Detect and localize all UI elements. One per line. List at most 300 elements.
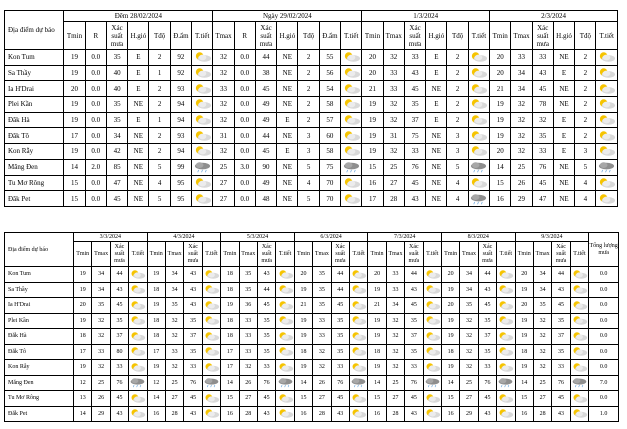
cloud-rain-icon (203, 377, 220, 388)
table-cell: 43 (532, 65, 553, 81)
table-cell: 32 (213, 144, 234, 160)
table-cell: 25 (213, 159, 234, 175)
date-header: 9/3/2024 (515, 233, 589, 242)
table-cell: 27 (533, 391, 551, 407)
table-cell: 43 (405, 282, 423, 298)
sun-cloud-icon (350, 362, 367, 373)
table-cell: 2 (447, 65, 468, 81)
weather-cell (423, 344, 441, 360)
location-name: Đăk Hà (5, 329, 74, 345)
weather-cell (596, 112, 618, 128)
weather-cell (423, 406, 441, 422)
table-cell: 47 (532, 191, 553, 207)
date-header: 1/3/2024 (362, 11, 490, 22)
column-header: R (85, 22, 106, 50)
weather-cell (276, 344, 294, 360)
table-cell: 27 (165, 391, 183, 407)
sun-cloud-icon (596, 193, 617, 205)
table-cell: 60 (319, 128, 340, 144)
sun-cloud-icon (341, 83, 361, 95)
sun-cloud-icon (129, 269, 146, 280)
table-cell: 32 (533, 360, 551, 376)
table-cell: NE (277, 50, 298, 66)
table-row (5, 191, 618, 207)
location-name: Đăk Pet (5, 191, 64, 207)
table-cell: 16 (441, 406, 459, 422)
table-cell: 33 (331, 360, 349, 376)
weather-cell (468, 81, 489, 97)
table-row (5, 391, 619, 407)
table-cell: 12 (74, 375, 92, 391)
weather-cell (349, 329, 367, 345)
weather-cell (468, 144, 489, 160)
table-cell: 27 (460, 391, 478, 407)
sun-cloud-icon (469, 130, 489, 142)
column-header: Tmin (515, 242, 533, 267)
table-cell: E (128, 65, 149, 81)
table-cell: 32 (92, 313, 110, 329)
total-rain-value: 0.0 (589, 267, 619, 283)
weather-cell (497, 298, 515, 314)
weather-cell (129, 406, 147, 422)
table-cell: 35 (184, 344, 202, 360)
weather-cell (423, 391, 441, 407)
table-cell: 14 (147, 391, 165, 407)
column-header: H.gió (426, 22, 447, 50)
weather-cell (570, 360, 588, 376)
table-cell: E (426, 65, 447, 81)
table-cell: 45 (257, 298, 275, 314)
weather-cell (423, 375, 441, 391)
table-cell: 0.0 (234, 112, 255, 128)
table-cell: E (426, 50, 447, 66)
sun-cloud-icon (341, 145, 361, 157)
corner-label: Địa điểm dự báo (5, 233, 74, 267)
weather-cell (192, 144, 213, 160)
table-cell: 18 (221, 267, 239, 283)
table-cell: 25 (386, 375, 404, 391)
table-cell: 19 (490, 128, 511, 144)
table-row (5, 298, 619, 314)
sun-cloud-icon (203, 331, 220, 342)
table-cell: 34 (511, 65, 532, 81)
table-cell: 33 (110, 360, 128, 376)
date-header: 7/3/2024 (368, 233, 442, 242)
sun-cloud-icon (341, 130, 361, 142)
sun-cloud-icon (129, 346, 146, 357)
table-cell: 4 (149, 175, 170, 191)
sun-cloud-icon (350, 269, 367, 280)
table-cell: 32 (511, 97, 532, 113)
weather-cell (341, 97, 362, 113)
column-header: Tđộ (575, 22, 596, 50)
table-cell: 14 (515, 375, 533, 391)
weather-cell (349, 391, 367, 407)
table-cell: 18 (221, 329, 239, 345)
table-cell: 16 (147, 406, 165, 422)
table-cell: 19 (74, 267, 92, 283)
table-cell: NE (553, 191, 574, 207)
table-cell: 43 (478, 282, 496, 298)
table-cell: 75 (404, 128, 425, 144)
table-cell: 0.0 (85, 97, 106, 113)
sun-cloud-icon (350, 346, 367, 357)
table-cell: 18 (147, 329, 165, 345)
table-cell: 15 (368, 391, 386, 407)
weather-cell (497, 313, 515, 329)
table-cell: 90 (255, 159, 276, 175)
table-cell: 32 (165, 329, 183, 345)
table-cell: 33 (313, 313, 331, 329)
table-cell: 2 (298, 81, 319, 97)
table-cell: 35 (106, 112, 127, 128)
table-cell: NE (426, 175, 447, 191)
column-header: Xác suất mưa (257, 242, 275, 267)
table-cell: 3 (298, 144, 319, 160)
sun-cloud-icon (497, 331, 514, 342)
weather-cell (596, 128, 618, 144)
weather-cell (423, 313, 441, 329)
table-cell: 2 (149, 144, 170, 160)
sun-cloud-icon (192, 98, 212, 110)
table-cell: 32 (511, 128, 532, 144)
sun-cloud-icon (276, 300, 293, 311)
table-cell: 35 (257, 329, 275, 345)
table-cell: 33 (239, 344, 257, 360)
sun-cloud-icon (571, 269, 588, 280)
location-name: Tu Mơ Rông (5, 391, 74, 407)
table-cell: 5 (575, 159, 596, 175)
total-rain-value: 1.0 (589, 406, 619, 422)
sun-cloud-icon (203, 362, 220, 373)
weather-cell (129, 391, 147, 407)
table-cell: 3 (447, 144, 468, 160)
sun-cloud-icon (469, 83, 489, 95)
weather-cell (468, 65, 489, 81)
table-cell: 76 (110, 375, 128, 391)
weather-cell (202, 313, 220, 329)
table-row (5, 175, 618, 191)
table-cell: NE (277, 159, 298, 175)
table-cell: 35 (257, 313, 275, 329)
table-cell: 76 (552, 375, 570, 391)
table-cell: E (553, 65, 574, 81)
table-cell: 5 (447, 159, 468, 175)
weather-cell (276, 329, 294, 345)
weather-cell (349, 406, 367, 422)
weather-cell (341, 144, 362, 160)
sun-cloud-icon (596, 83, 617, 95)
table-cell: NE (553, 159, 574, 175)
table-cell: 37 (404, 112, 425, 128)
table-cell: 43 (331, 406, 349, 422)
table-row (5, 50, 618, 66)
table-cell: 19 (147, 298, 165, 314)
sun-cloud-icon (276, 269, 293, 280)
table-cell: 32 (460, 344, 478, 360)
weather-cell (596, 191, 618, 207)
cloud-rain-icon (497, 377, 514, 388)
table-cell: 35 (331, 344, 349, 360)
table-cell: 0.0 (234, 144, 255, 160)
table-cell: 32 (165, 313, 183, 329)
sun-cloud-icon (571, 408, 588, 419)
table-cell: 35 (257, 344, 275, 360)
table-cell: 14 (441, 375, 459, 391)
table-cell: 15 (441, 391, 459, 407)
table-cell: 33 (386, 282, 404, 298)
weather-cell (468, 191, 489, 207)
table-cell: 25 (533, 375, 551, 391)
table-cell: 34 (460, 282, 478, 298)
location-name: Đăk Pet (5, 406, 74, 422)
location-name: Tu Mơ Rông (5, 175, 64, 191)
table-cell: 20 (362, 65, 383, 81)
table-cell: 45 (331, 391, 349, 407)
forecast-table-1 (4, 10, 618, 207)
table-cell: 19 (441, 313, 459, 329)
table-cell: 19 (490, 112, 511, 128)
table-cell: 19 (64, 50, 85, 66)
table-cell: 43 (110, 406, 128, 422)
table-cell: 32 (313, 360, 331, 376)
sun-cloud-icon (350, 315, 367, 326)
table-cell: 20 (441, 267, 459, 283)
table-cell: 45 (404, 81, 425, 97)
sun-cloud-icon (341, 177, 361, 189)
sun-cloud-icon (350, 331, 367, 342)
weather-cell (341, 65, 362, 81)
table-cell: 58 (319, 144, 340, 160)
total-rain-value: 0.0 (589, 344, 619, 360)
table-cell: 85 (106, 159, 127, 175)
table-cell: 4 (575, 175, 596, 191)
sun-cloud-icon (192, 177, 212, 189)
column-header: Tmin (490, 22, 511, 50)
table-cell: 32 (533, 344, 551, 360)
weather-cell (129, 267, 147, 283)
weather-cell (570, 282, 588, 298)
table-cell: 4 (298, 175, 319, 191)
location-name: Plei Kần (5, 313, 74, 329)
sun-cloud-icon (129, 315, 146, 326)
table-cell: 18 (294, 344, 312, 360)
table-cell: 34 (92, 282, 110, 298)
table-cell: 32 (213, 65, 234, 81)
table-cell: 49 (255, 97, 276, 113)
weather-cell (349, 267, 367, 283)
table-cell: NE (277, 97, 298, 113)
table-cell: 19 (490, 97, 511, 113)
location-name: Măng Đen (5, 159, 64, 175)
table-cell: 17 (64, 128, 85, 144)
weather-cell (276, 267, 294, 283)
column-header: Xác suất mưa (404, 22, 425, 50)
column-header: H.gió (277, 22, 298, 50)
column-header: T.tiết (596, 22, 618, 50)
table-cell: 0.0 (85, 175, 106, 191)
table-cell: 20 (362, 50, 383, 66)
table-cell: NE (553, 175, 574, 191)
weather-cell (497, 282, 515, 298)
table-cell: NE (553, 81, 574, 97)
table-cell: 42 (106, 144, 127, 160)
table-cell: 43 (404, 191, 425, 207)
column-header: Tmin (147, 242, 165, 267)
table-cell: 14 (64, 159, 85, 175)
table-cell: 33 (313, 329, 331, 345)
table-cell: 16 (362, 175, 383, 191)
sun-cloud-icon (203, 269, 220, 280)
table-cell: 45 (110, 391, 128, 407)
weather-cell (497, 375, 515, 391)
table-cell: 32 (383, 112, 404, 128)
table-cell: 2 (575, 65, 596, 81)
table-cell: 93 (170, 128, 191, 144)
weather-cell (192, 128, 213, 144)
table-cell: 20 (368, 267, 386, 283)
table-cell: 15 (294, 391, 312, 407)
sun-cloud-icon (469, 98, 489, 110)
table-cell: 45 (478, 298, 496, 314)
cloud-rain-icon (341, 161, 361, 173)
sun-cloud-icon (276, 284, 293, 295)
sun-cloud-icon (596, 145, 617, 157)
weather-cell (192, 50, 213, 66)
sun-cloud-icon (424, 331, 441, 342)
table-cell: 18 (221, 282, 239, 298)
table-cell: E (277, 112, 298, 128)
weather-cell (349, 375, 367, 391)
table-cell: 92 (170, 65, 191, 81)
table-cell: 35 (92, 298, 110, 314)
table-row (5, 81, 618, 97)
table-cell: 35 (552, 313, 570, 329)
corner-label: Địa điểm dự báo (5, 11, 64, 50)
sun-cloud-icon (276, 331, 293, 342)
table-cell: 15 (490, 175, 511, 191)
table-cell: 16 (515, 406, 533, 422)
table-cell: 19 (362, 128, 383, 144)
sun-cloud-icon (596, 177, 617, 189)
table-cell: 32 (386, 329, 404, 345)
table-cell: 29 (92, 406, 110, 422)
table-cell: NE (128, 175, 149, 191)
table-cell: 2 (149, 81, 170, 97)
table-cell: 35 (313, 267, 331, 283)
sun-cloud-icon (469, 51, 489, 63)
total-rain-header: Tổng lượng mưa (589, 233, 619, 267)
table-cell: 32 (533, 313, 551, 329)
table-cell: 35 (478, 344, 496, 360)
table-cell: 33 (184, 360, 202, 376)
sun-cloud-icon (203, 408, 220, 419)
column-header: Tmin (74, 242, 92, 267)
table-cell: 2 (447, 50, 468, 66)
weather-cell (570, 391, 588, 407)
weather-cell (596, 81, 618, 97)
sun-cloud-icon (596, 130, 617, 142)
table-cell: 45 (405, 298, 423, 314)
table-cell: 70 (319, 175, 340, 191)
weather-cell (276, 313, 294, 329)
table-cell: 75 (319, 159, 340, 175)
table-cell: 33 (383, 65, 404, 81)
column-header: Tmax (239, 242, 257, 267)
table-cell: 16 (490, 191, 511, 207)
weather-cell (341, 191, 362, 207)
weather-cell (129, 329, 147, 345)
table-cell: 0.0 (85, 65, 106, 81)
sun-cloud-icon (276, 393, 293, 404)
weather-cell (570, 344, 588, 360)
table-cell: E (277, 144, 298, 160)
sun-cloud-icon (571, 315, 588, 326)
table-cell: NE (277, 191, 298, 207)
table-cell: 43 (552, 282, 570, 298)
weather-cell (341, 81, 362, 97)
table-cell: 2 (575, 112, 596, 128)
table-cell: 26 (92, 391, 110, 407)
table-cell: 20 (515, 298, 533, 314)
table-cell: 76 (184, 375, 202, 391)
weather-cell (341, 128, 362, 144)
table-cell: 2 (298, 65, 319, 81)
table-cell: 5 (298, 191, 319, 207)
location-name: Plei Kần (5, 97, 64, 113)
table-cell: 99 (170, 159, 191, 175)
table-cell: E (553, 144, 574, 160)
table-cell: 18 (147, 282, 165, 298)
column-header: T.tiết (202, 242, 220, 267)
sun-cloud-icon (497, 408, 514, 419)
table-cell: 29 (511, 191, 532, 207)
weather-cell (423, 267, 441, 283)
table-cell: 35 (239, 267, 257, 283)
table-row (5, 128, 618, 144)
table-cell: 32 (92, 329, 110, 345)
table-cell: 44 (405, 267, 423, 283)
table-cell: NE (128, 159, 149, 175)
sun-cloud-icon (596, 98, 617, 110)
table-cell: 43 (184, 282, 202, 298)
table-cell: 16 (294, 406, 312, 422)
table-cell: 54 (319, 81, 340, 97)
weather-cell (596, 144, 618, 160)
table-cell: 43 (478, 406, 496, 422)
table-cell: 28 (313, 406, 331, 422)
table-cell: 25 (460, 375, 478, 391)
table-cell: 45 (257, 391, 275, 407)
table-cell: 35 (239, 282, 257, 298)
table-cell: 25 (383, 159, 404, 175)
table-cell: 45 (405, 391, 423, 407)
total-rain-value: 0.0 (589, 391, 619, 407)
table-cell: 2 (447, 97, 468, 113)
table-cell: 34 (386, 298, 404, 314)
table-cell: NE (128, 191, 149, 207)
table-cell: 21 (362, 81, 383, 97)
sun-cloud-icon (350, 300, 367, 311)
table-cell: 20 (490, 65, 511, 81)
table-cell: 18 (441, 344, 459, 360)
column-header: Tmin (64, 22, 85, 50)
sun-cloud-icon (497, 393, 514, 404)
sun-cloud-icon (469, 145, 489, 157)
table-cell: 16 (368, 406, 386, 422)
sun-cloud-icon (497, 284, 514, 295)
table-cell: 19 (368, 360, 386, 376)
